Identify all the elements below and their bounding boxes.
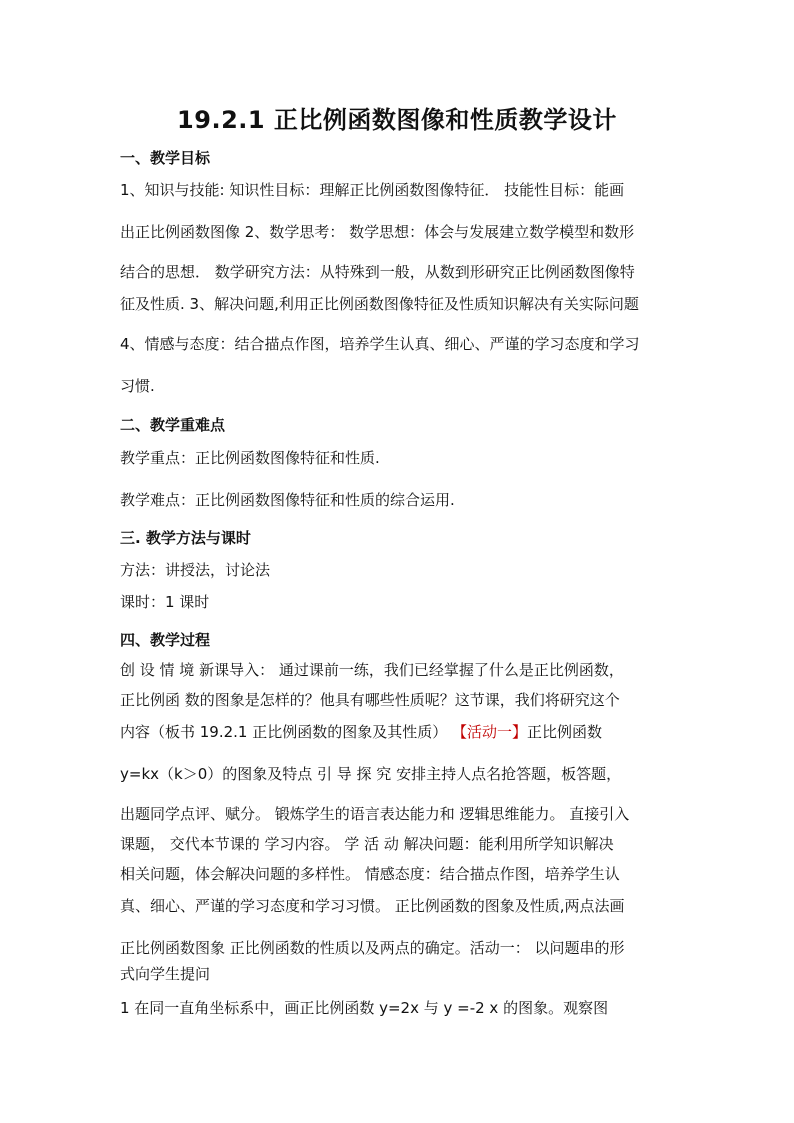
paragraph-line: 真、细心、严谨的学习态度和学习习惯。 正比例函数的图象及性质,两点法画 (120, 897, 625, 915)
section-heading-methods: 三. 教学方法与课时 (120, 529, 251, 547)
paragraph-line: 教学难点：正比例函数图像特征和性质的综合运用. (120, 491, 455, 509)
paragraph-line: 式向学生提问 (120, 965, 211, 983)
paragraph-line: 课时：1 课时 (120, 593, 210, 611)
paragraph-line (120, 722, 680, 742)
paragraph-line: y=kx（k＞0）的图象及特点 引 导 探 究 安排主持人点名抢答题，板答题， (120, 765, 622, 783)
paragraph-line: 方法：讲授法，讨论法 (120, 561, 271, 579)
paragraph-line: 正比例函数图象 正比例函数的性质以及两点的确定。活动一： 以问题串的形 (120, 939, 625, 957)
paragraph-line: 1 在同一直角坐标系中，画正比例函数 y=2x 与 y =-2 x 的图象。观察图 (120, 999, 609, 1017)
paragraph-line: 结合的思想． 数学研究方法：从特殊到一般，从数到形研究正比例函数图像特 (120, 263, 635, 281)
paragraph-line: 创 设 情 境 新课导入： 通过课前一练，我们已经掌握了什么是正比例函数， (120, 661, 624, 679)
paragraph-line: 教学重点：正比例函数图像特征和性质. (120, 449, 380, 467)
paragraph-text: 内容（板书 19.2.1 正比例函数的图象及其性质） (120, 723, 453, 741)
paragraph-line: 正比例函 数的图象是怎样的？他具有哪些性质呢？这节课，我们将研究这个 (120, 691, 620, 709)
paragraph-line: 出正比例函数图像 2、数学思考： 数学思想：体会与发展建立数学模型和数形 (120, 223, 635, 241)
section-heading-goals: 一、教学目标 (120, 149, 211, 167)
paragraph-line: 4、情感与态度：结合描点作图，培养学生认真、细心、严谨的学习态度和学习 (120, 335, 640, 353)
document-title: 19.2.1 正比例函数图像和性质教学设计 (177, 106, 617, 134)
paragraph-line: 习惯. (120, 377, 155, 395)
paragraph-line: 课题， 交代本节课的 学习内容。 学 活 动 解决问题：能利用所学知识解决 (120, 835, 614, 853)
activity-tag: 【活动一】 (452, 723, 528, 741)
paragraph-line: 1、知识与技能: 知识性目标：理解正比例函数图像特征． 技能性目标：能画 (120, 181, 625, 199)
paragraph-line: 征及性质. 3、解决问题,利用正比例函数图像特征及性质知识解决有关实际问题 (120, 295, 639, 313)
paragraph-line: 出题同学点评、赋分。 锻炼学生的语言表达能力和 逻辑思维能力。 直接引入 (120, 805, 630, 823)
section-heading-keypoints: 二、教学重难点 (120, 416, 226, 434)
activity-text: 正比例函数 (527, 723, 603, 741)
section-heading-process: 四、教学过程 (120, 631, 211, 649)
paragraph-line: 相关问题，体会解决问题的多样性。 情感态度：结合描点作图，培养学生认 (120, 865, 620, 883)
